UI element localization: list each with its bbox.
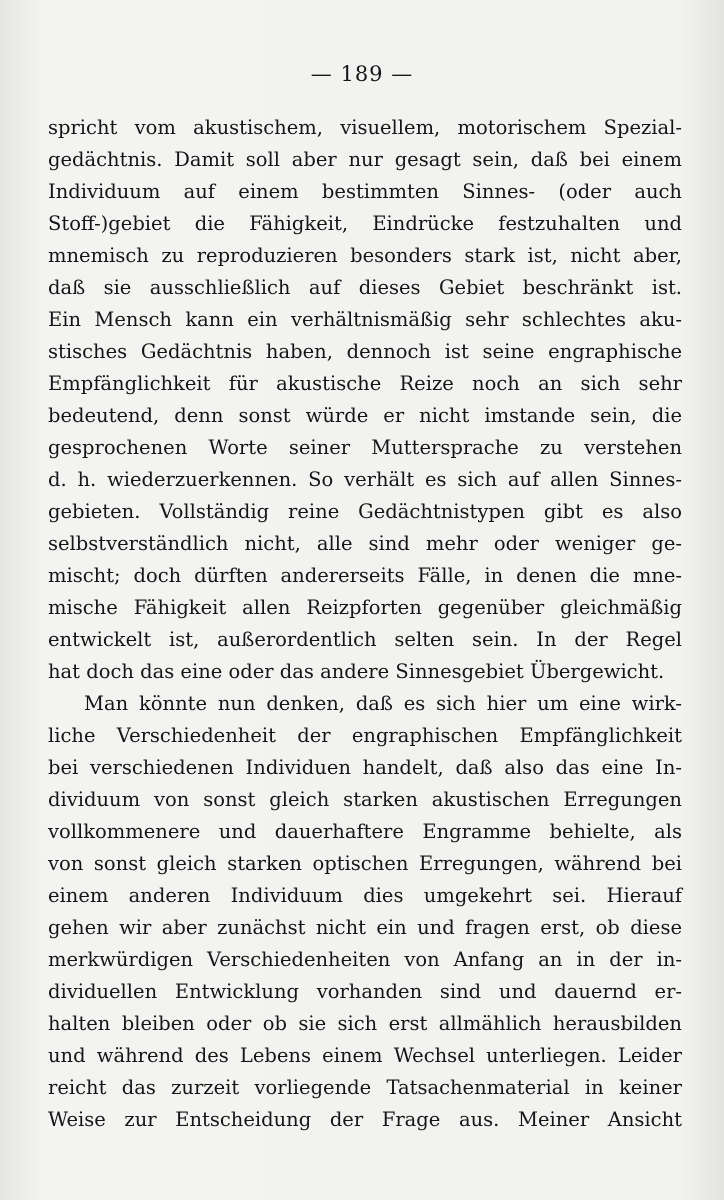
text-line: gedächtnis. Damit soll aber nur gesagt sein, daß bei einem xyxy=(48,148,682,171)
text-line: d. h. wiederzuerkennen. So verhält es sich auf allen Sinnes- xyxy=(48,468,682,491)
text-line: vollkommenere und dauerhaftere Engramme behielte, als xyxy=(48,820,682,843)
text-line: dividuellen Entwicklung vorhanden sind und dauernd er- xyxy=(48,980,682,1003)
text-line: Empfänglichkeit für akustische Reize noch an sich sehr xyxy=(48,372,682,395)
text-line: bedeutend, denn sonst würde er nicht imstande sein, die xyxy=(48,404,682,427)
text-line: Weise zur Entscheidung der Frage aus. Meiner Ansicht xyxy=(48,1108,682,1131)
text-line: mnemisch zu reproduzieren besonders stark ist, nicht aber, xyxy=(48,244,682,267)
text-line: Ein Mensch kann ein verhältnismäßig sehr schlechtes aku- xyxy=(48,308,682,331)
text-line: von sonst gleich starken optischen Erregungen, während bei xyxy=(48,852,682,875)
text-line: halten bleiben oder ob sie sich erst allmählich herausbilden xyxy=(48,1012,682,1035)
text-line: selbstverständlich nicht, alle sind mehr oder weniger ge- xyxy=(48,532,682,555)
text-line: Individuum auf einem bestimmten Sinnes- (oder auch xyxy=(48,180,682,203)
text-line: spricht vom akustischem, visuellem, motorischem Spezial- xyxy=(48,116,682,139)
text-line: und während des Lebens einem Wechsel unterliegen. Leider xyxy=(48,1044,682,1067)
text-line: gehen wir aber zunächst nicht ein und fragen erst, ob diese xyxy=(48,916,682,939)
text-line: daß sie ausschließlich auf dieses Gebiet beschränkt ist. xyxy=(48,276,682,299)
text-line: mischt; doch dürften andererseits Fälle, in denen die mne- xyxy=(48,564,682,587)
text-line: Stoff-)gebiet die Fähigkeit, Eindrücke festzuhalten und xyxy=(48,212,682,235)
text-line: liche Verschiedenheit der engraphischen Empfänglichkeit xyxy=(48,724,682,747)
text-line: dividuum von sonst gleich starken akustischen Erregungen xyxy=(48,788,682,811)
paragraph-end-line: hat doch das eine oder das andere Sinnesgebiet Übergewicht. xyxy=(48,660,665,683)
paragraph-start-line: Man könnte nun denken, daß es sich hier um eine wirk- xyxy=(84,692,682,715)
text-line: einem anderen Individuum dies umgekehrt sei. Hierauf xyxy=(48,884,682,907)
page-number: — 189 — xyxy=(310,62,414,86)
text-line: stisches Gedächtnis haben, dennoch ist seine engraphische xyxy=(48,340,682,363)
text-line: merkwürdigen Verschiedenheiten von Anfang an in der in- xyxy=(48,948,682,971)
text-line: entwickelt ist, außerordentlich selten sein. In der Regel xyxy=(48,628,682,651)
text-line: gebieten. Vollständig reine Gedächtnistypen gibt es also xyxy=(48,500,682,523)
text-line: gesprochenen Worte seiner Muttersprache zu verstehen xyxy=(48,436,682,459)
text-line: reicht das zurzeit vorliegende Tatsachenmaterial in keiner xyxy=(48,1076,682,1099)
text-line: bei verschiedenen Individuen handelt, daß also das eine In- xyxy=(48,756,682,779)
text-line: mische Fähigkeit allen Reizpforten gegenüber gleichmäßig xyxy=(48,596,682,619)
body-text xyxy=(48,112,682,1136)
